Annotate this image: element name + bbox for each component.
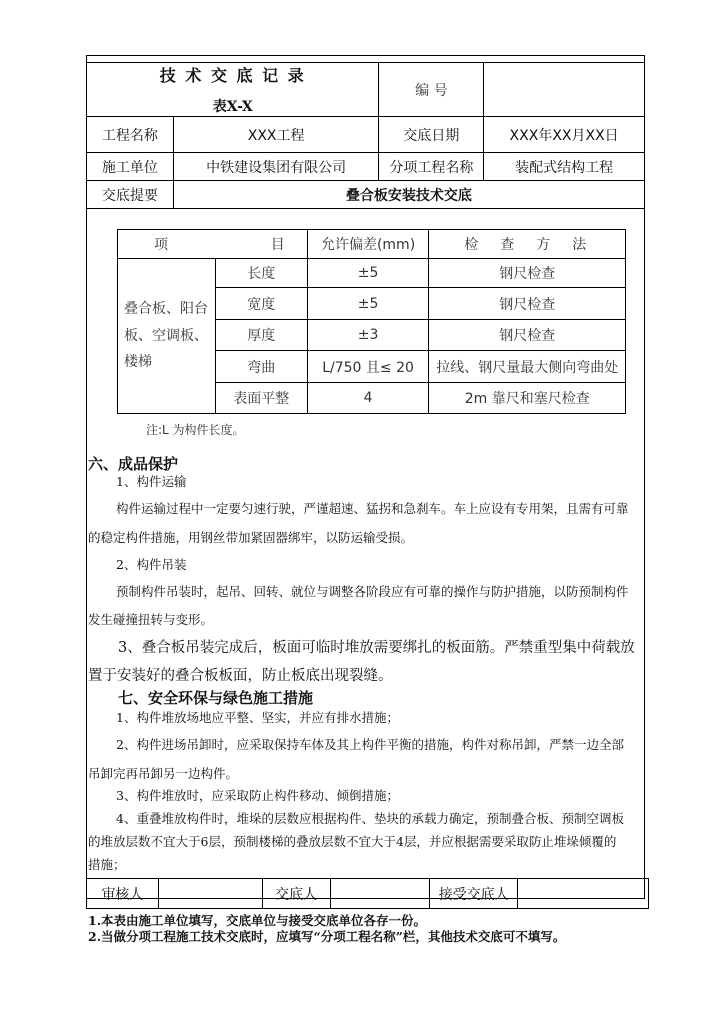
date-label: 交底日期 <box>379 117 484 153</box>
row-tolerance: ±5 <box>307 259 429 288</box>
row-method: 2m 靠尺和塞尺检查 <box>429 383 626 414</box>
section-7-title: 七、安全环保与绿色施工措施 <box>118 689 314 707</box>
footnote-2: 2.当做分项工程施工技术交底时，应填写“分项工程名称”栏，其他技术交底可不填写。 <box>88 929 566 944</box>
date-value[interactable]: XXX年XX月XX日 <box>484 117 645 153</box>
project-name-label: 工程名称 <box>87 117 174 153</box>
header-method: 检 查 方 法 <box>429 230 626 259</box>
section-7-item-3: 3、构件堆放时，应采取防止构件移动、倾倒措施； <box>116 788 399 803</box>
footnote-1: 1.本表由施工单位填写，交底单位与接受交底单位各存一份。 <box>88 913 427 928</box>
section-7-item-4-line1: 4、重叠堆放构件时，堆垛的层数应根据构件、垫块的承载力确定，预制叠合板、预制空调板 <box>116 811 624 826</box>
section-7-item-2-line1: 2、构件进场吊卸时，应采取保持车体及其上构件平衡的措施，构件对称吊卸，严禁一边全部 <box>116 737 624 752</box>
section-7-item-2-line2: 吊卸完再吊卸另一边构件。 <box>88 766 239 781</box>
section-6-sub-1: 1、构件运输 <box>116 474 187 489</box>
discloser-label: 交底人 <box>262 879 330 909</box>
summary-value[interactable]: 叠合板安装技术交底 <box>173 181 644 209</box>
tolerance-table <box>117 229 626 414</box>
form-title: 技 术 交 底 记 录 <box>159 66 306 85</box>
section-6-p2-line1: 预制构件吊装时，起吊、回转、就位与调整各阶段应有可靠的操作与防护措施，以防预制构件 <box>116 584 629 599</box>
row-method: 钢尺检查 <box>429 320 626 351</box>
row-item: 弯曲 <box>215 351 307 383</box>
row-method: 拉线、钢尺量最大侧向弯曲处 <box>429 351 626 383</box>
section-7-item-4-line2: 的堆放层数不宜大于6层，预制楼梯的叠放层数不宜大于4层，并应根据需要采取防止堆垛倾覆的 <box>88 834 617 849</box>
header-item-left: 项 <box>118 230 216 259</box>
summary-label: 交底提要 <box>87 181 174 209</box>
section-6-p3-line2: 置于安装好的叠合板板面，防止板底出现裂缝。 <box>88 668 393 684</box>
title-cell <box>87 63 379 117</box>
table-note: 注:L 为构件长度。 <box>146 423 245 437</box>
row-tolerance: ±3 <box>307 320 429 351</box>
section-6-p2-line2: 发生碰撞扭转与变形。 <box>88 612 214 627</box>
discloser-field[interactable] <box>330 879 430 909</box>
number-value[interactable] <box>484 63 645 117</box>
project-name-value[interactable]: XXX工程 <box>173 117 379 153</box>
unit-value[interactable]: 中铁建设集团有限公司 <box>173 153 379 181</box>
receiver-label: 接受交底人 <box>430 879 518 909</box>
section-7-item-4-line3: 措施； <box>88 857 126 872</box>
section-7-item-1: 1、构件堆放场地应平整、坚实，并应有排水措施； <box>116 710 399 725</box>
reviewer-label: 审核人 <box>87 879 159 909</box>
section-6-p3-line1: 3、叠合板吊装完成后，板面可临时堆放需要绑扎的板面筋。严禁重型集中荷载放 <box>118 640 635 656</box>
group-label: 叠合板、阳台板、空调板、楼梯 <box>124 301 208 371</box>
header-table <box>86 62 645 209</box>
unit-label: 施工单位 <box>87 153 174 181</box>
section-6-p1-line2: 的稳定构件措施，用钢丝带加紧固器绑牢，以防运输受损。 <box>88 530 414 545</box>
receiver-field[interactable] <box>518 879 649 909</box>
section-6-p1-line1: 构件运输过程中一定要匀速行驶，严谨超速、猛拐和急刹车。车上应设有专用架，且需有可靠 <box>116 501 629 516</box>
sub-project-label: 分项工程名称 <box>379 153 484 181</box>
row-item: 厚度 <box>215 320 307 351</box>
table-number: 表X-X <box>212 99 253 115</box>
sub-project-value[interactable]: 装配式结构工程 <box>484 153 645 181</box>
row-method: 钢尺检查 <box>429 288 626 320</box>
row-tolerance: L/750 且≤ 20 <box>307 351 429 383</box>
row-item: 宽度 <box>215 288 307 320</box>
reviewer-field[interactable] <box>158 879 262 909</box>
row-tolerance: 4 <box>307 383 429 414</box>
row-item: 长度 <box>215 259 307 288</box>
group-label-cell <box>118 259 216 414</box>
signature-table <box>86 878 649 909</box>
section-6-sub-2: 2、构件吊装 <box>116 557 187 572</box>
row-item: 表面平整 <box>215 383 307 414</box>
row-method: 钢尺检查 <box>429 259 626 288</box>
header-tolerance: 允许偏差(mm) <box>307 230 429 259</box>
header-item-right: 目 <box>215 230 307 259</box>
section-6-title: 六、成品保护 <box>88 455 179 473</box>
number-label: 编 号 <box>379 63 484 117</box>
row-tolerance: ±5 <box>307 288 429 320</box>
